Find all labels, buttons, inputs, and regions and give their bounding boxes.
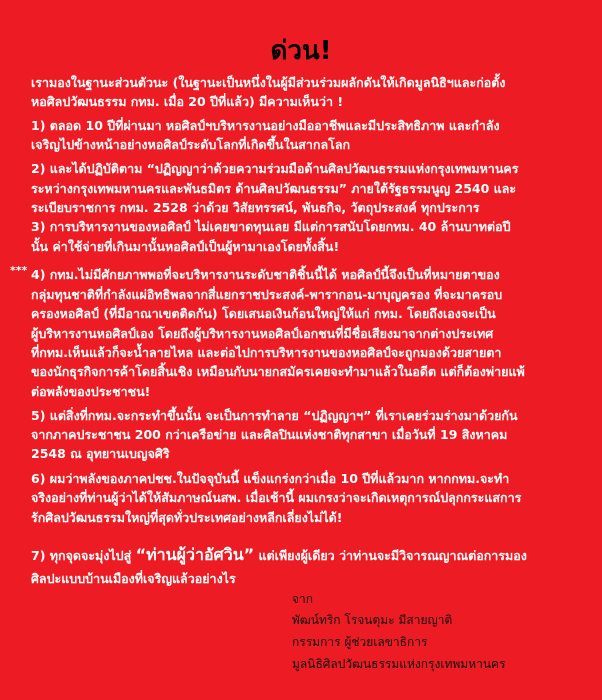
point-6-line: จริงอย่างที่ท่านผู้ว่าได้ให้สัมภาษณ์นสพ. เมื่อเช้านี้ ผมเกรงว่าจะเกิดเหตุการณ์ปลุกกระแสการ bbox=[31, 490, 522, 505]
point-3-line: นั้น ค่าใช้จ่ายที่เกินมานั้นหอศิลป์เป็นผู้หามาเองโดยทั้งสิ้น! bbox=[31, 239, 340, 254]
point-4-line: ผู้บริหารงานหอศิลป์เอง โดยถึงผู้บริหารงานหอศิลป์เอกชนที่มีชื่อเสียงมาจากต่างประเทศ bbox=[31, 326, 494, 341]
signature-organization: มูลนิธิศิลปวัฒนธรรมแห่งกรุงเทพมหานคร bbox=[292, 657, 506, 671]
point-3-line: 3) การบริหารงานของหอศิลป์ ไม่เคยขาดทุนเลย มีแต่การสนับโดยกทม. 40 ล้านบาทต่อปี bbox=[31, 219, 511, 234]
signature-from: จาก bbox=[292, 592, 314, 606]
point-5-line: 5) แต่สิ่งที่กทม.จะกระทำขึ้นนั้น จะเป็นการทำลาย “ปฏิญญาฯ” ที่เราเคยร่วมร่างมาด้วยกัน bbox=[31, 408, 518, 423]
point-7-line: ศิลปะแบบบ้านเมืองที่เจริญแล้วอย่างไร bbox=[31, 571, 236, 586]
point-7-line bbox=[31, 543, 527, 568]
asterisk-marker: *** bbox=[10, 264, 28, 277]
governor-name: “ท่านผู้ว่าอัศวิน” bbox=[135, 545, 255, 564]
point-2-line: 2) และได้ปฏิบัติตาม “ปฏิญญาว่าด้วยความร่วมมือด้านศิลปวัฒนธรรมแห่งกรุงเทพมหานคร bbox=[31, 161, 519, 176]
point-5-line: 2548 ณ อุทยานเบญจศิริ bbox=[31, 446, 170, 461]
point-6-line: รักศิลปวัฒนธรรมใหญ่ที่สุดทั่วประเทศอย่างหลีกเลี่ยงไม่ได้! bbox=[31, 510, 343, 525]
point-7-prefix: 7) ทุกจุดจะมุ่งไปสู่ bbox=[31, 548, 136, 563]
point-4-line: กลุ่มทุนชาติที่กำลังแผ่อิทธิพลจากสี่แยกราชประสงค์-พารากอน-มาบุญครอง ที่จะมาครอบ bbox=[31, 287, 503, 302]
point-4-line: ต่อพลังของประชาชน! bbox=[31, 384, 151, 399]
point-1-line: 1) ตลอด 10 ปีที่ผ่านมา หอศิลป์ฯบริหารงานอย่างมืออาชีพและมีประสิทธิภาพ และกำลัง bbox=[31, 118, 500, 133]
point-7-suffix: แต่เพียงผู้เดียว ว่าท่านจะมีวิจารณญาณต่อการมอง bbox=[254, 548, 527, 563]
signature-position: กรรมการ ผู้ช่วยเลขาธิการ bbox=[292, 635, 428, 649]
page-title: ด่วน! bbox=[270, 36, 332, 66]
signature-name: พัฒน์ทริก โรจนตุมะ มีสายญาติ bbox=[292, 613, 453, 627]
intro-line: เรามองในฐานะส่วนตัวนะ (ในฐานะเป็นหนึ่งในผู้มีส่วนร่วมผลักดันให้เกิดมูลนิธิฯและก่อตั้ง bbox=[31, 75, 506, 90]
point-2-line: ระเบียบราชการ กทม. 2528 ว่าด้วย วิสัยทรรศน์, พันธกิจ, วัตถุประสงค์ ทุกประการ bbox=[31, 200, 480, 215]
point-1-line: เจริญไปข้างหน้าอย่างหอศิลป์ระดับโลกที่เกิดขึ้นในสากลโลก bbox=[31, 137, 351, 152]
point-4-line: ครองหอศิลป์ (ที่มีอาณาเขตติดกัน) โดยเสนอเงินก้อนใหญ่ให้แก่ กทม. โดยถึงเองจะเป็น bbox=[31, 306, 496, 321]
point-6-line: 6) ผมว่าพลังของภาคปชช.ในปัจจุบันนี้ แข็งแกร่งกว่าเมื่อ 10 ปีที่แล้วมาก หากกทม.จะทำ bbox=[31, 471, 510, 486]
point-4-line: 4) กทม.ไม่มีศักยภาพพอที่จะบริหารงานระดับชาติชิ้นนี้ได้ หอศิลป์นี้จึงเป็นที่หมายตาของ bbox=[31, 267, 500, 282]
point-4-line: ของนักธุรกิจการค้าโดยสิ้นเชิง เหมือนกับนายกสมัครเคยจะทำมาแล้วในอดีต แต่ก็ต้องพ่ายแพ้ bbox=[31, 364, 525, 379]
point-4-line: ที่กทม.เห็นแล้วก็จะน้ำลายไหล และต่อไปการบริหารงานของหอศิลป์จะถูกมองด้วยสายตา bbox=[31, 345, 502, 360]
intro-line: หอศิลปวัฒนธรรม กทม. เมื่อ 20 ปีที่แล้ว) มีความเห็นว่า ! bbox=[31, 94, 344, 109]
point-2-line: ระหว่างกรุงเทพมหานครและพันธมิตร ด้านศิลปวัฒนธรรม” ภายใต้รัฐธรรมนูญ 2540 และ bbox=[31, 181, 517, 196]
point-5-line: จากภาคประชาชน 200 กว่าเครือข่าย และศิลปินแห่งชาติทุกสาขา เมื่อวันที่ 19 สิงหาคม bbox=[31, 427, 508, 442]
